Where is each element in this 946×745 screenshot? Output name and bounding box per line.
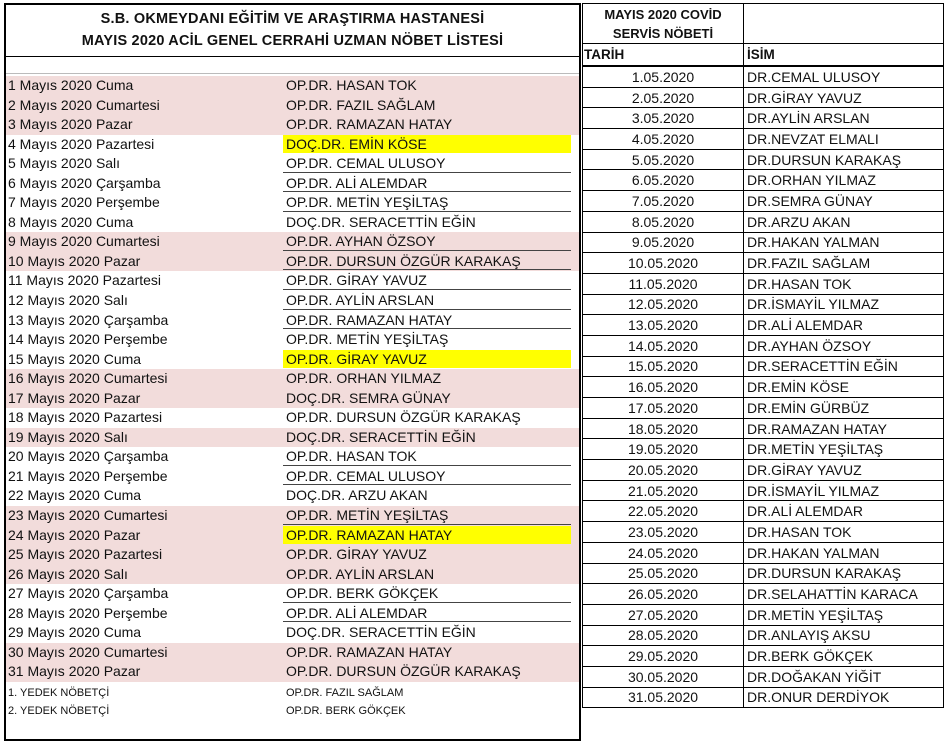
table-row	[583, 315, 944, 336]
table-row	[583, 501, 944, 522]
covid-date-cell: 7.05.2020	[583, 191, 744, 212]
duty-doctor: OP.DR. AYLİN ARSLAN	[286, 565, 435, 582]
duty-date: 6 Mayıs 2020 Çarşamba	[8, 174, 161, 191]
duty-date: 2 Mayıs 2020 Cumartesi	[8, 96, 160, 113]
duty-rows	[6, 76, 579, 682]
duty-row	[6, 350, 579, 370]
table-row	[583, 646, 944, 667]
covid-date-cell: 31.05.2020	[583, 687, 744, 708]
table-row	[583, 563, 944, 584]
duty-doctor: OP.DR. RAMAZAN HATAY	[286, 116, 453, 133]
table-row	[583, 625, 944, 646]
duty-row	[6, 96, 579, 116]
covid-name-cell: DR.ARZU AKAN	[744, 211, 944, 232]
covid-name-cell: DR.ONUR DERDİYOK	[744, 687, 944, 708]
duty-row	[6, 662, 579, 682]
covid-date-cell: 12.05.2020	[583, 294, 744, 315]
table-row	[583, 232, 944, 253]
table-row	[583, 460, 944, 481]
covid-date-cell: 27.05.2020	[583, 604, 744, 625]
duty-row	[6, 604, 579, 624]
covid-name-cell: DR.RAMAZAN HATAY	[744, 418, 944, 439]
covid-name-cell: DR.AYHAN ÖZSOY	[744, 335, 944, 356]
covid-date-cell: 19.05.2020	[583, 439, 744, 460]
covid-name-cell: DR.GİRAY YAVUZ	[744, 460, 944, 481]
covid-name-cell: DR.EMİN KÖSE	[744, 377, 944, 398]
duty-doctor: OP.DR. HASAN TOK	[286, 77, 417, 93]
duty-row	[6, 643, 579, 663]
duty-doctor: OP.DR. DURSUN ÖZGÜR KARAKAŞ	[286, 663, 521, 680]
duty-row	[6, 291, 579, 311]
table-row	[583, 253, 944, 274]
covid-date-cell: 5.05.2020	[583, 149, 744, 170]
table-row	[583, 687, 944, 708]
duty-date: 26 Mayıs 2020 Salı	[8, 565, 128, 582]
duty-date: 19 Mayıs 2020 Salı	[8, 428, 128, 445]
duty-row	[6, 271, 579, 291]
duty-date: 23 Mayıs 2020 Cumartesi	[8, 507, 168, 524]
duty-row	[6, 486, 579, 506]
table-row	[583, 191, 944, 212]
duty-date: 7 Mayıs 2020 Perşembe	[8, 194, 160, 211]
duty-row	[6, 447, 579, 467]
table-row	[583, 418, 944, 439]
covid-duty-body	[582, 66, 944, 708]
covid-name-cell: DR.ANLAYIŞ AKSU	[744, 625, 944, 646]
duty-row	[6, 623, 579, 643]
covid-date-cell: 28.05.2020	[583, 625, 744, 646]
duty-doctor: OP.DR. ALİ ALEMDAR	[286, 604, 428, 621]
covid-servis-nobeti	[582, 3, 943, 742]
table-row	[583, 211, 944, 232]
covid-date-cell: 16.05.2020	[583, 377, 744, 398]
table-title-blank	[744, 4, 944, 44]
table-row	[583, 67, 944, 88]
duty-doctor: OP.DR. CEMAL ULUSOY	[286, 467, 446, 484]
duty-doctor: OP.DR. RAMAZAN HATAY	[286, 643, 453, 660]
duty-row	[6, 252, 579, 272]
duty-doctor: OP.DR. DURSUN ÖZGÜR KARAKAŞ	[286, 252, 521, 269]
covid-name-cell: DR.DURSUN KARAKAŞ	[744, 563, 944, 584]
table-row	[583, 129, 944, 150]
duty-row	[6, 174, 579, 194]
duty-row	[6, 193, 579, 213]
table-row	[583, 149, 944, 170]
duty-doctor-highlighted: OP.DR. GİRAY YAVUZ	[283, 350, 571, 368]
table-title-line1: MAYIS 2020 COVİD	[604, 6, 722, 22]
covid-name-cell: DR.HASAN TOK	[744, 273, 944, 294]
covid-name-cell: DR.ALİ ALEMDAR	[744, 501, 944, 522]
duty-date: 27 Mayıs 2020 Çarşamba	[8, 585, 169, 602]
duty-date: 16 Mayıs 2020 Cumartesi	[8, 370, 168, 387]
duty-doctor: OP.DR. CEMAL ULUSOY	[286, 155, 446, 172]
reserve-doctor: OP.DR. FAZIL SAĞLAM	[286, 687, 404, 699]
covid-name-cell: DR.İSMAYİL YILMAZ	[744, 480, 944, 501]
duty-doctor: DOÇ.DR. SERACETTİN EĞİN	[286, 624, 476, 641]
covid-name-cell: DR.FAZIL SAĞLAM	[744, 253, 944, 274]
covid-date-cell: 8.05.2020	[583, 211, 744, 232]
duty-date: 20 Mayıs 2020 Çarşamba	[8, 448, 169, 465]
duty-doctor: OP.DR. METİN YEŞİLTAŞ	[286, 194, 449, 211]
duty-row	[6, 467, 579, 487]
duty-doctor: DOÇ.DR. SEMRA GÜNAY	[286, 389, 451, 406]
duty-row	[6, 213, 579, 233]
duty-date: 8 Mayıs 2020 Cuma	[8, 213, 134, 230]
duty-date: 12 Mayıs 2020 Salı	[8, 292, 128, 309]
duty-date: 29 Mayıs 2020 Cuma	[8, 624, 142, 641]
covid-name-cell: DR.METİN YEŞİLTAŞ	[744, 604, 944, 625]
covid-name-cell: DR.DOĞAKAN YİĞİT	[744, 666, 944, 687]
covid-date-cell: 6.05.2020	[583, 170, 744, 191]
duty-date: 5 Mayıs 2020 Salı	[8, 155, 121, 172]
duty-row	[6, 369, 579, 389]
duty-doctor: OP.DR. GİRAY YAVUZ	[286, 546, 427, 563]
table-row	[583, 377, 944, 398]
covid-date-cell: 4.05.2020	[583, 129, 744, 150]
duty-row	[6, 389, 579, 409]
duty-row	[6, 232, 579, 252]
duty-doctor: DOÇ.DR. SERACETTİN EĞİN	[286, 428, 476, 445]
duty-doctor: OP.DR. GİRAY YAVUZ	[286, 272, 427, 289]
covid-date-cell: 25.05.2020	[583, 563, 744, 584]
duty-doctor: OP.DR. HASAN TOK	[286, 448, 417, 465]
covid-date-cell: 23.05.2020	[583, 522, 744, 543]
duty-date: 28 Mayıs 2020 Perşembe	[8, 604, 168, 621]
covid-name-cell: DR.METİN YEŞİLTAŞ	[744, 439, 944, 460]
duty-date: 25 Mayıs 2020 Pazartesi	[8, 546, 163, 563]
duty-row	[6, 584, 579, 604]
duty-date: 17 Mayıs 2020 Pazar	[8, 389, 141, 406]
column-header-row	[583, 44, 944, 66]
table-row	[583, 439, 944, 460]
table-row	[583, 170, 944, 191]
duty-date: 15 Mayıs 2020 Cuma	[8, 350, 142, 367]
duty-date: 24 Mayıs 2020 Pazar	[8, 526, 141, 543]
duty-doctor-highlighted: OP.DR. RAMAZAN HATAY	[283, 526, 571, 544]
duty-row	[6, 115, 579, 135]
covid-date-cell: 24.05.2020	[583, 542, 744, 563]
covid-date-cell: 17.05.2020	[583, 398, 744, 419]
table-row	[583, 522, 944, 543]
covid-name-cell: DR.AYLİN ARSLAN	[744, 108, 944, 129]
covid-date-cell: 20.05.2020	[583, 460, 744, 481]
covid-date-cell: 13.05.2020	[583, 315, 744, 336]
table-row	[583, 273, 944, 294]
covid-date-cell: 26.05.2020	[583, 584, 744, 605]
covid-duty-table	[582, 3, 944, 66]
covid-name-cell: DR.SERACETTİN EĞİN	[744, 356, 944, 377]
covid-date-cell: 18.05.2020	[583, 418, 744, 439]
table-title-row	[583, 4, 944, 44]
covid-name-cell: DR.EMİN GÜRBÜZ	[744, 398, 944, 419]
duty-row	[6, 565, 579, 585]
covid-name-cell: DR.SELAHATTİN KARACA	[744, 584, 944, 605]
covid-name-cell: DR.HASAN TOK	[744, 522, 944, 543]
duty-date: 30 Mayıs 2020 Cumartesi	[8, 643, 168, 660]
hospital-title: S.B. OKMEYDANI EĞİTİM VE ARAŞTIRMA HASTANESİ	[100, 11, 485, 27]
table-row	[583, 87, 944, 108]
table-title-line2: SERVİS NÖBETİ	[612, 25, 714, 41]
covid-name-cell: DR.HAKAN YALMAN	[744, 542, 944, 563]
duty-date: 21 Mayıs 2020 Perşembe	[8, 467, 168, 484]
title-divider	[6, 56, 579, 57]
duty-date: 3 Mayıs 2020 Pazar	[8, 116, 133, 133]
duty-doctor: OP.DR. RAMAZAN HATAY	[286, 311, 453, 328]
duty-date: 13 Mayıs 2020 Çarşamba	[8, 311, 169, 328]
covid-date-cell: 3.05.2020	[583, 108, 744, 129]
duty-date: 11 Mayıs 2020 Pazartesi	[8, 272, 162, 289]
covid-name-cell: DR.NEVZAT ELMALI	[744, 129, 944, 150]
duty-doctor: DOÇ.DR. ARZU AKAN	[286, 487, 428, 504]
table-row	[583, 294, 944, 315]
covid-date-cell: 2.05.2020	[583, 87, 744, 108]
covid-date-cell: 15.05.2020	[583, 356, 744, 377]
covid-name-cell: DR.BERK GÖKÇEK	[744, 646, 944, 667]
duty-row	[6, 76, 579, 96]
covid-date-cell: 22.05.2020	[583, 501, 744, 522]
covid-date-cell: 1.05.2020	[583, 67, 744, 88]
duty-row	[6, 545, 579, 565]
duty-date: 4 Mayıs 2020 Pazartesi	[8, 135, 155, 152]
covid-name-cell: DR.İSMAYİL YILMAZ	[744, 294, 944, 315]
duty-doctor: OP.DR. METİN YEŞİLTAŞ	[286, 331, 449, 348]
covid-date-cell: 29.05.2020	[583, 646, 744, 667]
duty-date: 22 Mayıs 2020 Cuma	[8, 487, 142, 504]
duty-doctor: OP.DR. AYLİN ARSLAN	[286, 292, 435, 309]
duty-date: 14 Mayıs 2020 Perşembe	[8, 331, 168, 348]
covid-date-cell: 10.05.2020	[583, 253, 744, 274]
table-row	[583, 356, 944, 377]
duty-date: 18 Mayıs 2020 Pazartesi	[8, 409, 163, 426]
table-row	[583, 398, 944, 419]
covid-name-cell: DR.SEMRA GÜNAY	[744, 191, 944, 212]
duty-doctor: OP.DR. DURSUN ÖZGÜR KARAKAŞ	[286, 409, 521, 426]
covid-name-cell: DR.GİRAY YAVUZ	[744, 87, 944, 108]
table-row	[583, 666, 944, 687]
header-divider	[6, 73, 579, 74]
duty-row	[6, 135, 579, 155]
duty-row	[6, 330, 579, 350]
duty-row	[6, 311, 579, 331]
acil-nobet-listesi	[4, 3, 581, 741]
duty-row	[6, 154, 579, 174]
duty-row	[6, 408, 579, 428]
duty-doctor: OP.DR. AYHAN ÖZSOY	[286, 233, 436, 250]
reserve-label: 2. YEDEK NÖBETÇİ	[8, 705, 110, 717]
duty-date: 9 Mayıs 2020 Cumartesi	[8, 233, 160, 250]
duty-doctor: OP.DR. BERK GÖKÇEK	[286, 585, 439, 602]
table-row	[583, 584, 944, 605]
covid-name-cell: DR.HAKAN YALMAN	[744, 232, 944, 253]
covid-name-cell: DR.ORHAN YILMAZ	[744, 170, 944, 191]
reserve-doctor: OP.DR. BERK GÖKÇEK	[286, 705, 406, 717]
duty-doctor: OP.DR. ALİ ALEMDAR	[286, 174, 428, 191]
duty-row	[6, 506, 579, 526]
table-title	[583, 4, 744, 44]
duty-doctor: DOÇ.DR. SERACETTİN EĞİN	[286, 213, 476, 230]
covid-name-cell: DR.ALİ ALEMDAR	[744, 315, 944, 336]
duty-row	[6, 526, 579, 546]
table-row	[583, 335, 944, 356]
table-row	[583, 542, 944, 563]
covid-date-cell: 30.05.2020	[583, 666, 744, 687]
duty-doctor: OP.DR. ORHAN YILMAZ	[286, 370, 442, 387]
covid-date-cell: 14.05.2020	[583, 335, 744, 356]
list-title: MAYIS 2020 ACİL GENEL CERRAHİ UZMAN NÖBET LİSTESİ	[81, 33, 504, 49]
table-row	[583, 604, 944, 625]
table-row	[583, 108, 944, 129]
column-header-date: TARİH	[583, 44, 744, 66]
covid-date-cell: 9.05.2020	[583, 232, 744, 253]
covid-name-cell: DR.CEMAL ULUSOY	[744, 67, 944, 88]
duty-doctor-highlighted: DOÇ.DR. EMİN KÖSE	[283, 135, 571, 153]
duty-doctor: OP.DR. METİN YEŞİLTAŞ	[286, 507, 449, 524]
column-header-name: İSİM	[744, 44, 944, 66]
duty-doctor: OP.DR. FAZIL SAĞLAM	[286, 96, 436, 113]
covid-date-cell: 11.05.2020	[583, 273, 744, 294]
table-row	[583, 480, 944, 501]
covid-name-cell: DR.DURSUN KARAKAŞ	[744, 149, 944, 170]
reserve-label: 1. YEDEK NÖBETÇİ	[8, 687, 110, 699]
duty-date: 31 Mayıs 2020 Pazar	[8, 663, 141, 680]
duty-date: 1 Mayıs 2020 Cuma	[8, 77, 134, 93]
covid-date-cell: 21.05.2020	[583, 480, 744, 501]
duty-date: 10 Mayıs 2020 Pazar	[8, 252, 141, 269]
duty-row	[6, 428, 579, 448]
